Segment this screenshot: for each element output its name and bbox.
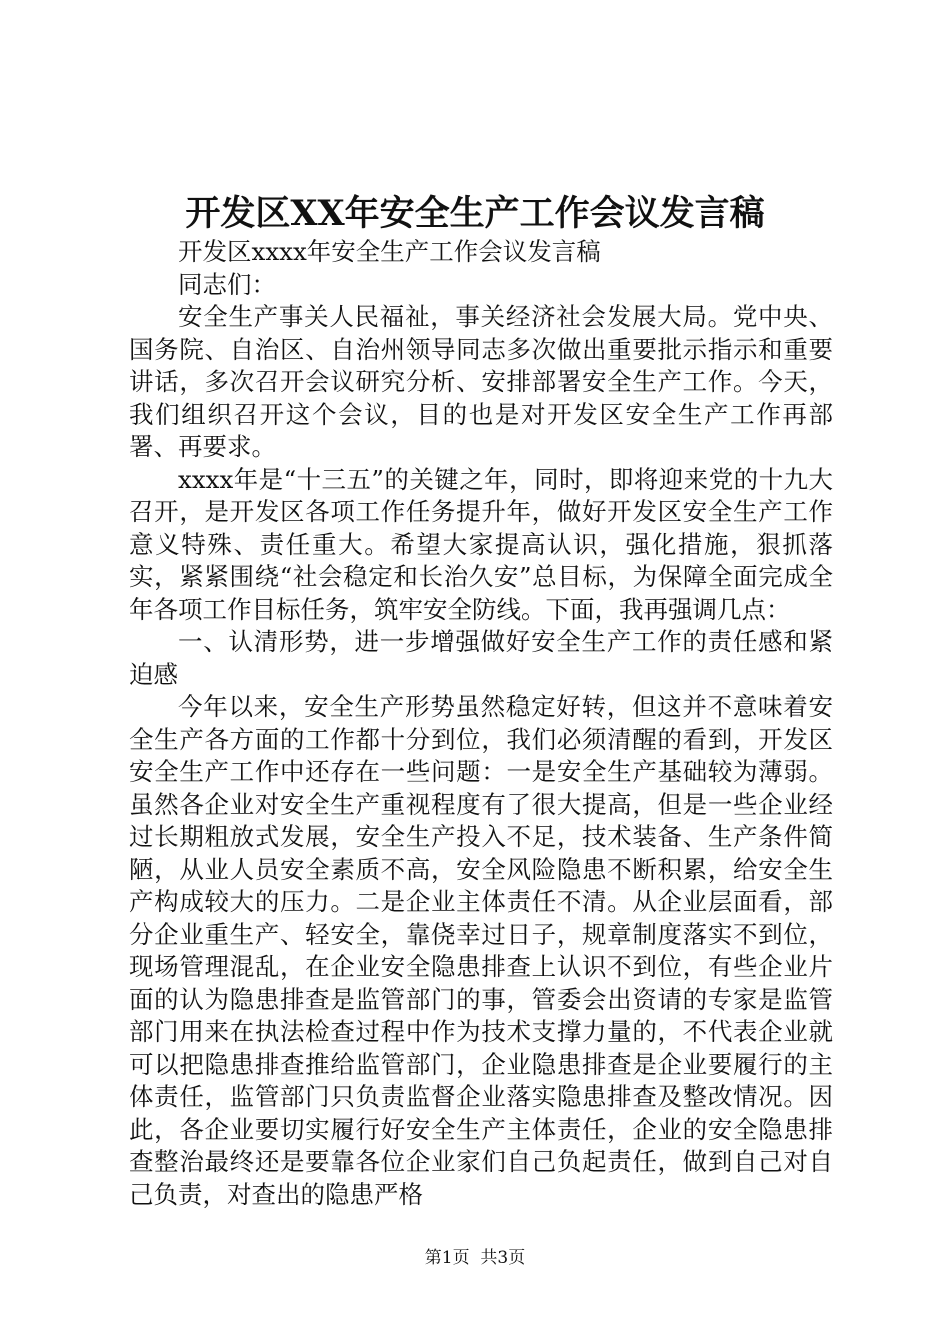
body-paragraph: 今年以来，安全生产形势虽然稳定好转，但这并不意味着安全生产各方面的工作都十分到位，我们必须清醒的看到，开发区安全生产工作中还存在一些问题：一是安全生产基础较为薄弱。虽然各企业对安全生产重视程度有了很大提高，但是一些企业经过长期粗放式发展，安全生产投入不足，技术装备、生产条件简陋，从业人员安全素质不高，安全风险隐患不断积累，给安全生产构成较大的压力。二是企业主体责任不清。从企业层面看，部分企业重生产、轻安全，靠侥幸过日子，规章制度落实不到位，现场管理混乱，在企业安全隐患排查上认识不到位，有些企业片面的认为隐患排查是监管部门的事，管委会出资请的专家是监管部门用来在执法检查过程中作为技术支撑力量的，不代表企业就可以把隐患排查推给监管部门，企业隐患排查是企业要履行的主体责任，监管部门只负责监督企业落实隐患排查及整改情况。因此，各企业要切实履行好安全生产主体责任，企业的安全隐患排查整治最终还是要靠各位企业家们自己负起责任，做到自己对自己负责，对查出的隐患严格 xyxy=(129,692,833,1209)
document-body xyxy=(129,236,833,1211)
subtitle-paragraph: 开发区xxxx年安全生产工作会议发言稿 xyxy=(178,237,601,266)
body-paragraph: 安全生产事关人民福祉，事关经济社会发展大局。党中央、国务院、自治区、自治州领导同志多次做出重要批示指示和重要讲话，多次召开会议研究分析、安排部署安全生产工作。今天，我们组织召开这个会议，目的也是对开发区安全生产工作再部署、再要求。 xyxy=(129,302,833,461)
body-paragraph: xxxx年是“十三五”的关键之年，同时，即将迎来党的十九大召开，是开发区各项工作任务提升年，做好开发区安全生产工作意义特殊、责任重大。希望大家提高认识，强化措施，狠抓落实，紧紧围绕“社会稳定和长治久安”总目标，为保障全面完成全年各项工作目标任务，筑牢安全防线。下面，我再强调几点： xyxy=(129,464,833,624)
salutation-paragraph: 同志们： xyxy=(178,269,276,299)
page-number-footer: 第1页 共3页 xyxy=(424,1248,526,1268)
section-heading: 一、认清形势，进一步增强做好安全生产工作的责任感和紧迫感 xyxy=(129,627,833,689)
document-title: 开发区XX年安全生产工作会议发言稿 xyxy=(185,193,765,234)
